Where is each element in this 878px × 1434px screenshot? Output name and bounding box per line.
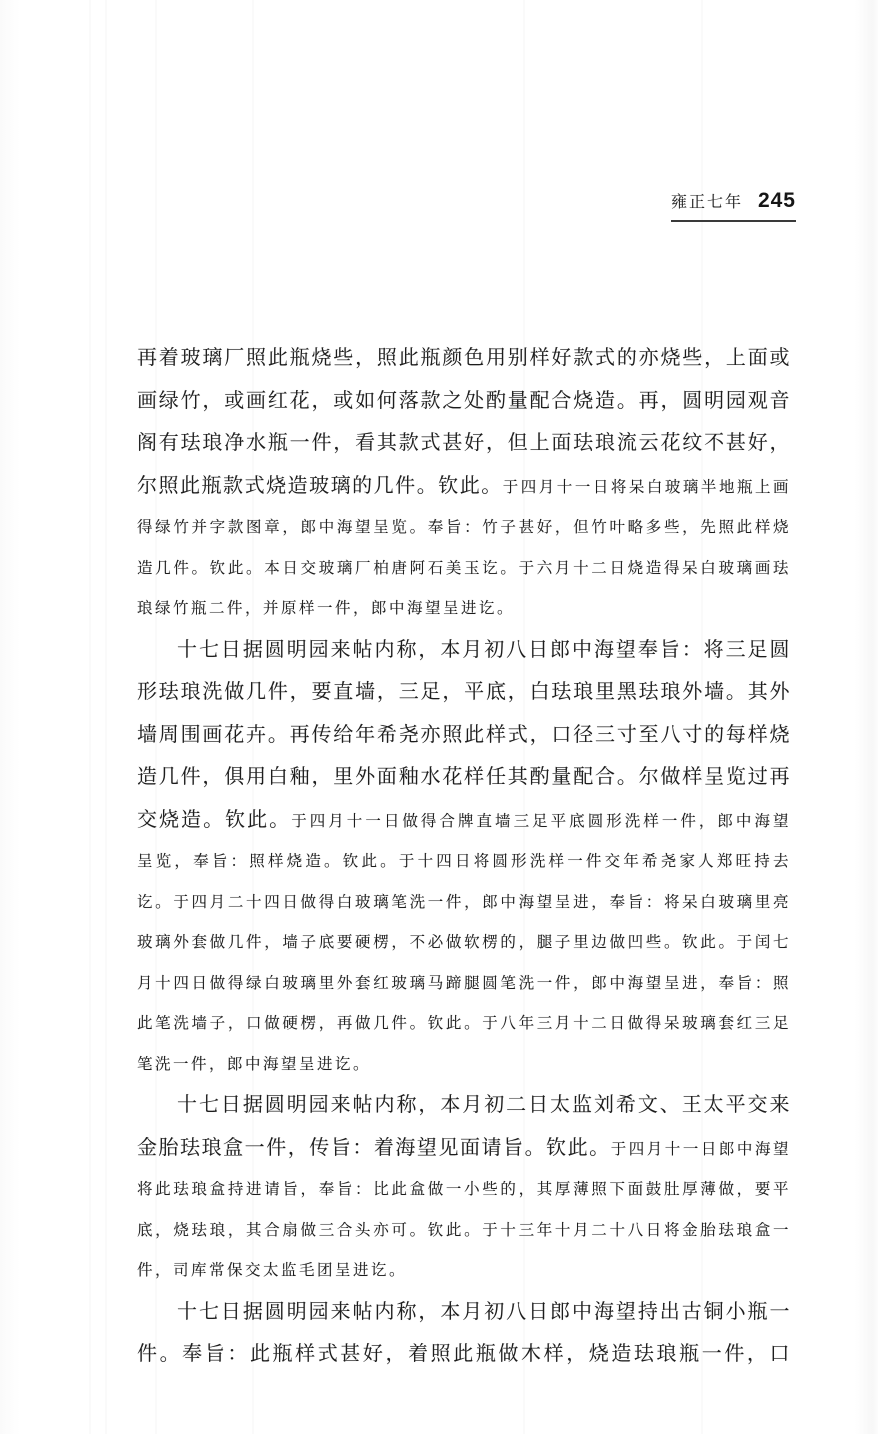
paragraph-p3	[137, 1085, 791, 1292]
workshop-record-text: 于四月十一日郎中海望将此珐琅盒持进请旨，奉旨：比此盒做一小些的，其厚薄照下面鼓肚厚薄做，要平底，烧珐琅，其合扇做三合头亦可。钦此。于十三年十月二十八日将金胎珐琅盒一件，司库常保交太监毛团呈进讫。	[137, 1140, 791, 1279]
edict-text: 十七日据圆明园来帖内称，本月初二日太监刘希文、王太平交来金胎珐琅盒一件，传旨：着海望见面请旨。钦此。	[137, 1094, 791, 1159]
paragraph-p2	[137, 630, 791, 1086]
edict-text: 再着玻璃厂照此瓶烧些，照此瓶颜色用别样好款式的亦烧些，上面或画绿竹，或画红花，或如何落款之处酌量配合烧造。再，圆明园观音阁有珐琅净水瓶一件，看其款式甚好，但上面珐琅流云花纹不甚好，尔照此瓶款式烧造玻璃的几件。钦此。	[137, 347, 791, 497]
running-title: 雍正七年	[671, 194, 744, 211]
edict-text: 十七日据圆明园来帖内称，本月初八日郎中海望持出古铜小瓶一件。奉旨：此瓶样式甚好，着照此瓶做木样，烧造珐琅瓶一件，口	[137, 1300, 791, 1365]
workshop-record-text: 于四月十一日将呆白玻璃半地瓶上画得绿竹并字款图章，郎中海望呈览。奉旨：竹子甚好，但竹叶略多些，先照此样烧造几件。钦此。本日交玻璃厂柏唐阿石美玉讫。于六月十二日烧造得呆白玻璃画珐琅绿竹瓶二件，并原样一件，郎中海望呈进讫。	[137, 478, 791, 617]
scan-streak	[105, 0, 107, 1434]
scan-streak	[89, 0, 91, 1434]
edict-text: 十七日据圆明园来帖内称，本月初八日郎中海望奉旨：将三足圆形珐琅洗做几件，要直墙，三足，平底，白珐琅里黑珐琅外墙。其外墙周围画花卉。再传给年希尧亦照此样式，口径三寸至八寸的每样烧造几件，俱用白釉，里外面釉水花样任其酌量配合。尔做样呈览过再交烧造。钦此。	[137, 638, 791, 831]
workshop-record-text: 于四月十一日做得合牌直墙三足平底圆形洗样一件，郎中海望呈览，奉旨：照样烧造。钦此。于十四日将圆形洗样一件交年希尧家人郑旺持去讫。于四月二十四日做得白玻璃笔洗一件，郎中海望呈进，奉旨：将呆白玻璃里亮玻璃外套做几件，墙子底要硬楞，不必做软楞的，腿子里边做凹些。钦此。于闰七月十四日做得绿白玻璃里外套红玻璃马蹄腿圆笔洗一件，郎中海望呈进，奉旨：照此笔洗墙子，口做硬楞，再做几件。钦此。于八年三月十二日做得呆玻璃套红三足笔洗一件，郎中海望呈进讫。	[137, 812, 791, 1073]
body-text-block	[137, 338, 791, 1377]
paragraph-p4	[137, 1292, 791, 1377]
page-header	[671, 189, 796, 222]
paragraph-p1	[137, 338, 791, 630]
page-number: 245	[757, 189, 796, 212]
